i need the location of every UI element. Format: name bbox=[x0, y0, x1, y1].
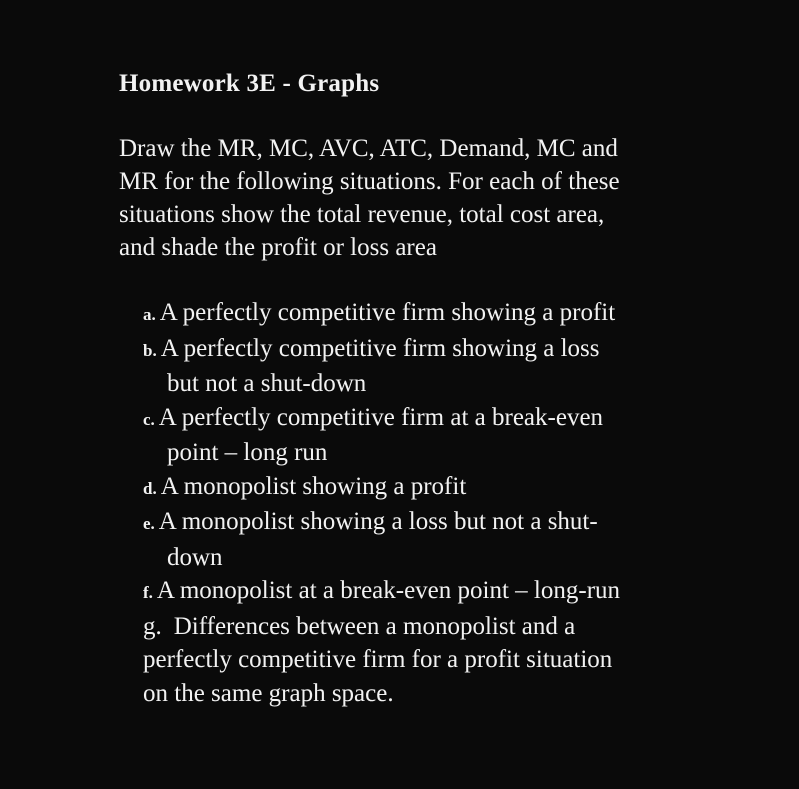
list-item-d bbox=[143, 470, 783, 506]
list-item-f bbox=[143, 574, 783, 610]
list-item-text: A monopolist showing a loss but not a shut- bbox=[158, 508, 598, 535]
list-item-c bbox=[143, 401, 783, 470]
intro-paragraph bbox=[119, 132, 719, 264]
list-item-b bbox=[143, 332, 783, 401]
list-item-line bbox=[143, 470, 783, 506]
situation-list bbox=[143, 296, 783, 710]
intro-line: situations show the total revenue, total cost area, bbox=[119, 201, 605, 228]
list-marker: e. bbox=[143, 514, 155, 533]
list-item-line bbox=[143, 610, 783, 644]
list-item-line bbox=[143, 574, 783, 610]
list-item-continuation: on the same graph space. bbox=[143, 679, 394, 707]
list-item-line bbox=[143, 332, 783, 368]
list-item-text: A monopolist at a break-even point – long-run bbox=[156, 577, 621, 604]
list-marker: b. bbox=[143, 340, 157, 360]
list-item-g bbox=[143, 610, 783, 711]
list-item-continuation: but not a shut-down bbox=[167, 370, 367, 397]
list-item-continuation: perfectly competitive firm for a profit situation bbox=[143, 646, 613, 673]
list-item-e bbox=[143, 505, 783, 574]
list-item-line bbox=[143, 401, 783, 437]
intro-line: and shade the profit or loss area bbox=[119, 234, 437, 261]
list-item-text: Differences between a monopolist and a bbox=[173, 612, 576, 640]
list-item-a bbox=[143, 296, 783, 332]
list-item-text: A monopolist showing a profit bbox=[160, 472, 467, 500]
list-item-text: A perfectly competitive firm at a break-even bbox=[158, 403, 604, 431]
list-marker: c. bbox=[143, 409, 155, 429]
list-item-line bbox=[143, 505, 783, 541]
list-marker: d. bbox=[143, 478, 157, 498]
list-item-text: A perfectly competitive firm showing a loss bbox=[160, 334, 600, 362]
list-item-continuation: down bbox=[167, 543, 223, 571]
list-item-continuation: point – long run bbox=[167, 439, 328, 466]
list-marker: a. bbox=[143, 305, 156, 324]
intro-line: Draw the MR, MC, AVC, ATC, Demand, MC and bbox=[119, 135, 618, 162]
list-item-text: A perfectly competitive firm showing a profit bbox=[159, 299, 616, 326]
page-title: Homework 3E - Graphs bbox=[119, 70, 380, 97]
list-marker: f. bbox=[143, 583, 153, 602]
list-item-line bbox=[143, 296, 783, 332]
intro-line: MR for the following situations. For each of these bbox=[119, 168, 620, 195]
list-marker: g. bbox=[143, 612, 162, 640]
